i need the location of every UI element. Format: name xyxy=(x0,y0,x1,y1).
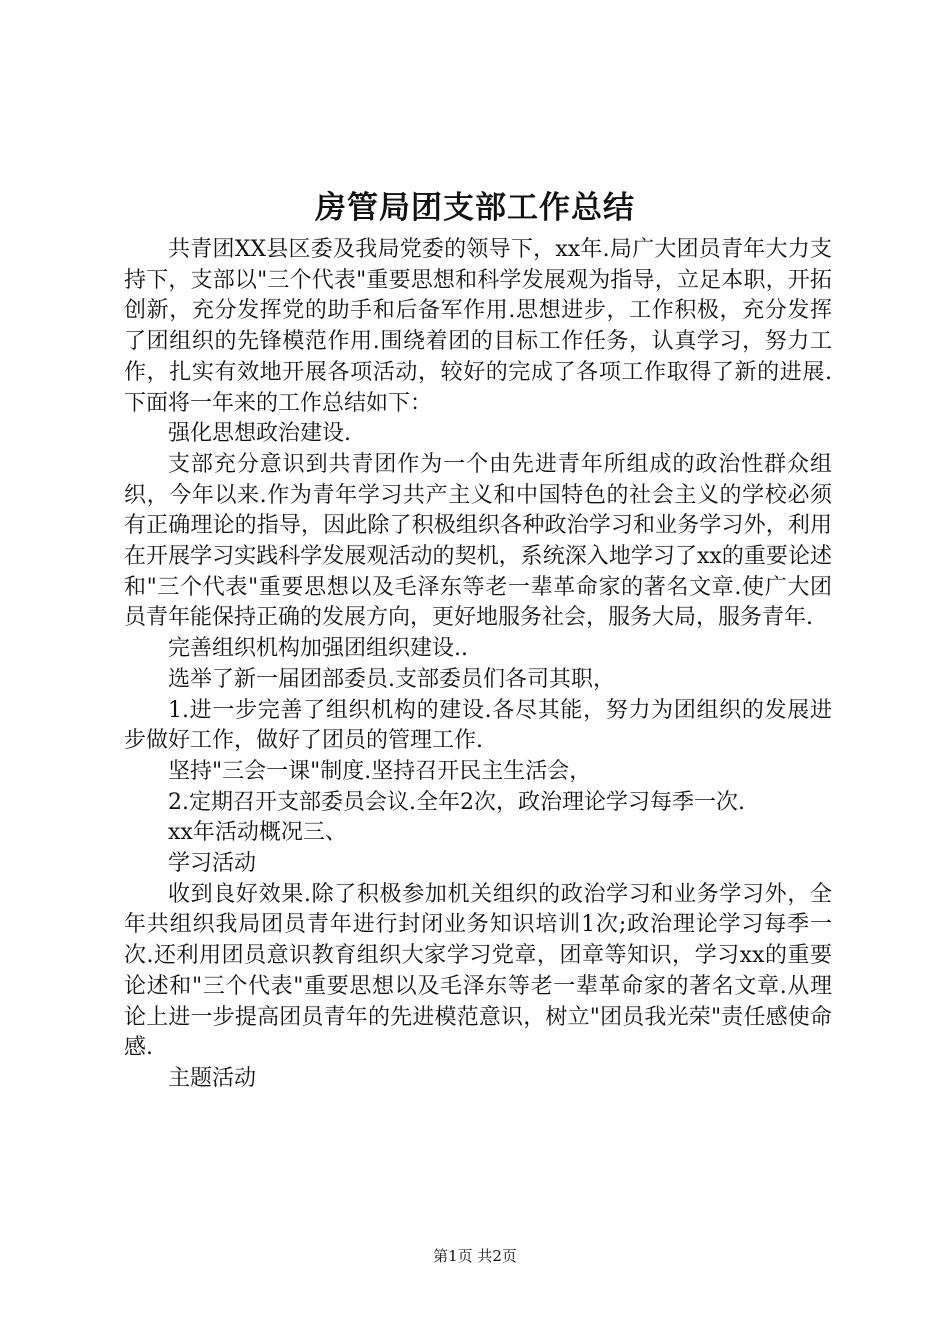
document-body xyxy=(124,235,832,1095)
paragraph-study: 收到良好效果.除了积极参加机关组织的政治学习和业务学习外，全年共组织我局团员青年进行封闭业务知识培训1次;政治理论学习每季一次.还利用团员意识教育组织大家学习党章，团章等知识，学习xx的重要论述和"三个代表"重要思想以及毛泽东等老一辈革命家的著名文章.从理论上进一步提高团员青年的先进模范意识，树立"团员我光荣"责任感使命感. xyxy=(124,881,832,1061)
list-item-1: 1.进一步完善了组织机构的建设.各尽其能，努力为团组织的发展进步做好工作，做好了团员的管理工作. xyxy=(124,697,832,754)
section-heading-activities: xx年活动概况三、 xyxy=(168,820,347,846)
paragraph-system: 坚持"三会一课"制度.坚持召开民主生活会， xyxy=(168,758,592,784)
paragraph-ideology: 支部充分意识到共青团作为一个由先进青年所组成的政治性群众组织，今年以来.作为青年学习共产主义和中国特色的社会主义的学校必须有正确理论的指导，因此除了积极组织各种政治学习和业务学习外，利用在开展学习实践科学发展观活动的契机，系统深入地学习了xx的重要论述和"三个代表"重要思想以及毛泽东等老一辈革命家的著名文章.使广大团员青年能保持正确的发展方向，更好地服务社会，服务大局，服务青年. xyxy=(124,451,832,631)
subheading-study: 学习活动 xyxy=(168,851,257,877)
section-heading-organization: 完善组织机构加强团组织建设.. xyxy=(168,636,468,662)
subheading-theme: 主题活动 xyxy=(168,1065,257,1091)
paragraph-election: 选举了新一届团部委员.支部委员们各司其职， xyxy=(168,666,615,692)
section-heading-ideology: 强化思想政治建设. xyxy=(168,421,351,447)
document-title: 房管局团支部工作总结 xyxy=(315,190,635,226)
paragraph-intro: 共青团XX县区委及我局党委的领导下，xx年.局广大团员青年大力支持下，支部以"三个代表"重要思想和科学发展观为指导，立足本职，开拓创新，充分发挥党的助手和后备军作用.思想进步，工作积极，充分发挥了团组织的先锋模范作用.围绕着团的目标工作任务，认真学习，努力工作，扎实有效地开展各项活动，较好的完成了各项工作取得了新的进展.下面将一年来的工作总结如下： xyxy=(124,237,832,416)
page-footer: 第1页 共2页 xyxy=(433,1247,517,1265)
list-item-2: 2.定期召开支部委员会议.全年2次，政治理论学习每季一次. xyxy=(168,789,745,815)
